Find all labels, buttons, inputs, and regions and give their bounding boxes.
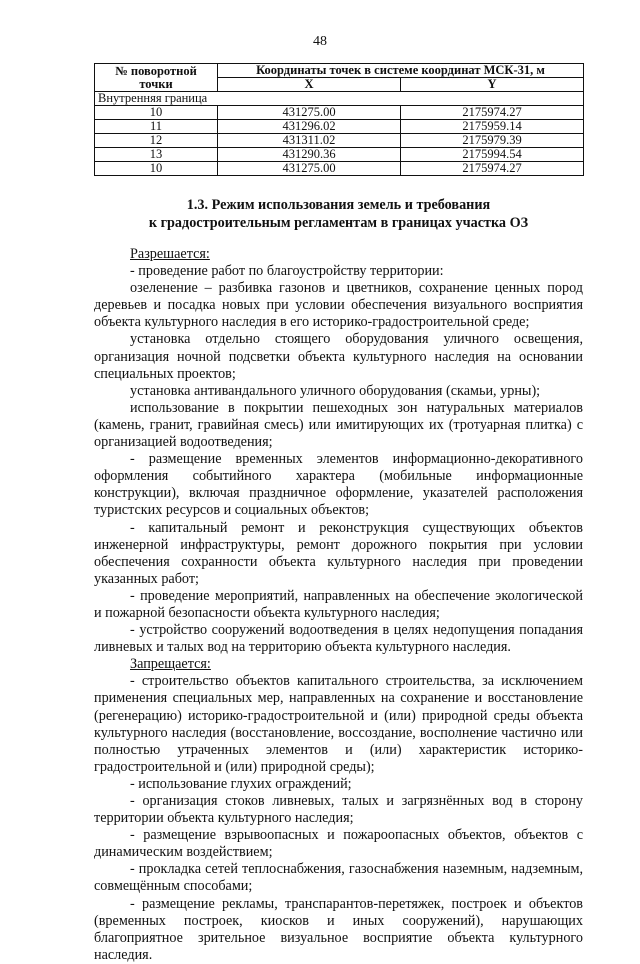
forbidden-item: - размещение рекламы, транспарантов-перетяжек, построек и объектов (временных построек, киосков и иных сооружений), нарушающих благоприятное зрительное визуальное восприятие объекта культурного наследия. bbox=[94, 895, 583, 963]
cell-x: 431296.02 bbox=[218, 120, 401, 134]
cell-x: 431311.02 bbox=[218, 134, 401, 148]
table-row bbox=[95, 106, 584, 120]
cell-x: 431290.36 bbox=[218, 148, 401, 162]
cell-y: 2175974.27 bbox=[401, 162, 584, 176]
allowed-item: - устройство сооружений водоотведения в целях недопущения попадания ливневых и талых вод на территорию объекта культурного наследия. bbox=[94, 622, 583, 656]
section-title-line2: к градостроительным регламентам в границах участка ОЗ bbox=[148, 215, 529, 231]
cell-y: 2175959.14 bbox=[401, 120, 584, 134]
section-title bbox=[94, 196, 583, 232]
page-number: 48 bbox=[313, 34, 327, 49]
forbidden-item: - строительство объектов капитального строительства, за исключением применения специальных мер, направленных на сохранение и восстановление (регенерацию) историко-градостроительной и (или) природной среды объекта культурного наследия (восстановление, воссоздание, восполнение частично или полностью утраченных элементов и (или) характеристик историко-градостроительной и (или) природной среды); bbox=[94, 673, 583, 775]
cell-point: 11 bbox=[95, 120, 218, 134]
forbidden-item: - использование глухих ограждений; bbox=[130, 775, 352, 792]
forbidden-heading: Запрещается: bbox=[130, 656, 211, 673]
header-y: Y bbox=[401, 78, 584, 92]
forbidden-item: - прокладка сетей теплоснабжения, газоснабжения наземным, надземным, совмещённым способами; bbox=[94, 861, 583, 895]
allowed-heading: Разрешается: bbox=[130, 246, 210, 262]
cell-point: 13 bbox=[95, 148, 218, 162]
section-title-line1: 1.3. Режим использования земель и требования bbox=[186, 197, 491, 213]
allowed-item: озеленение – разбивка газонов и цветников, сохранение ценных пород деревьев и посадка новых при условии обеспечения визуального восприятия объекта культурного наследия в его историко-градостроительной среде; bbox=[94, 280, 583, 331]
header-point: № поворотной точки bbox=[95, 64, 218, 92]
regulations-body bbox=[94, 246, 583, 964]
allowed-item: - проведение работ по благоустройству территории: bbox=[130, 263, 444, 280]
cell-x: 431275.00 bbox=[218, 162, 401, 176]
coordinates-table bbox=[94, 63, 584, 176]
cell-y: 2175994.54 bbox=[401, 148, 584, 162]
allowed-item: использование в покрытии пешеходных зон натуральных материалов (камень, гранит, гравийная смесь) или имитирующих их (тротуарная плитка) с организацией водоотведения; bbox=[94, 399, 583, 451]
cell-y: 2175979.39 bbox=[401, 134, 584, 148]
allowed-item: - проведение мероприятий, направленных на обеспечение экологической и пожарной безопасности объекта культурного наследия; bbox=[94, 587, 583, 621]
table-row bbox=[95, 148, 584, 162]
table-header-row bbox=[95, 64, 584, 78]
cell-y: 2175974.27 bbox=[401, 106, 584, 120]
group-label: Внутренняя граница bbox=[95, 92, 584, 106]
table-row bbox=[95, 134, 584, 148]
forbidden-item: - размещение взрывоопасных и пожароопасных объектов, объектов с динамическим воздействием; bbox=[94, 827, 583, 861]
allowed-item: установка отдельно стоящего оборудования уличного освещения, организация ночной подсветки объекта культурного наследия на основании специальных проектов; bbox=[94, 331, 583, 382]
cell-point: 12 bbox=[95, 134, 218, 148]
header-x: X bbox=[218, 78, 401, 92]
cell-x: 431275.00 bbox=[218, 106, 401, 120]
allowed-item: - размещение временных элементов информационно-декоративного оформления событийного характера (мобильные информационные конструкции), включая праздничное оформление, указателей расположения туристских ресурсов и социальных объектов; bbox=[94, 451, 583, 519]
allowed-item: - капитальный ремонт и реконструкция существующих объектов инженерной инфраструктуры, ремонт дорожного покрытия при условии обеспечения сохранности объекта культурного наследия при проведении указанных работ; bbox=[94, 519, 583, 587]
table-group-row bbox=[95, 92, 584, 106]
cell-point: 10 bbox=[95, 106, 218, 120]
table-row bbox=[95, 162, 584, 176]
table-row bbox=[95, 120, 584, 134]
forbidden-item: - организация стоков ливневых, талых и загрязнённых вод в сторону территории объекта культурного наследия; bbox=[94, 793, 583, 827]
allowed-item: установка антивандального уличного оборудования (скамьи, урны); bbox=[130, 382, 541, 399]
header-coords: Координаты точек в системе координат МСК-31, м bbox=[218, 64, 584, 78]
cell-point: 10 bbox=[95, 162, 218, 176]
